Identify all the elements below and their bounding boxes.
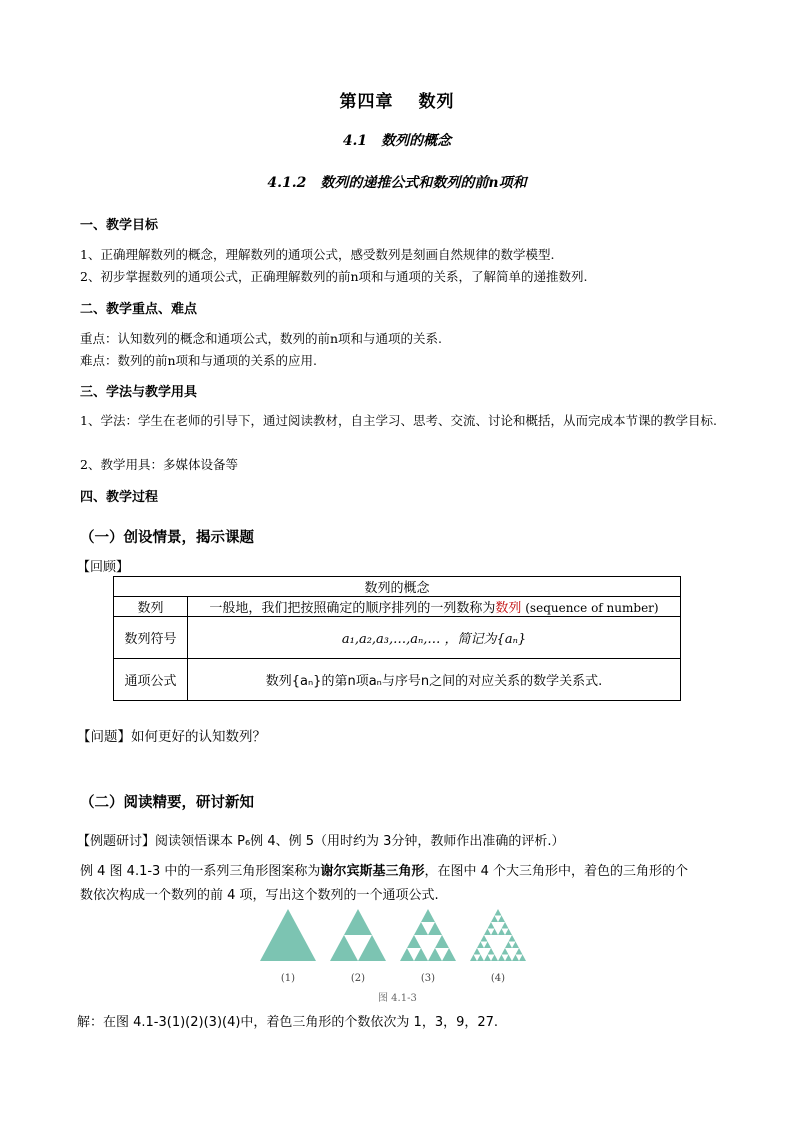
goals-heading: 一、教学目标 xyxy=(80,218,159,233)
shaded-triangle xyxy=(330,935,358,961)
figure-label: (2) xyxy=(350,973,366,984)
row-label: 数列符号 xyxy=(114,617,188,659)
shaded-triangle xyxy=(509,935,516,942)
shaded-triangle xyxy=(505,955,512,962)
shaded-triangle xyxy=(498,929,505,936)
goal-item-2: 2、初步掌握数列的通项公式，正确理解数列的前n项和与通项的关系，了解简单的递推数列. xyxy=(80,269,588,284)
shaded-triangle xyxy=(442,948,456,961)
question-text: 【问题】如何更好的认知数列？ xyxy=(77,729,266,745)
shaded-triangle xyxy=(491,955,498,962)
section-title: 4.1 数列的概念 xyxy=(342,133,452,149)
teaching-tools: 2、教学用具：多媒体设备等 xyxy=(80,457,238,472)
sierpinski-term: 谢尔宾斯基三角形 xyxy=(320,864,425,879)
shaded-triangle xyxy=(491,916,498,923)
shaded-triangle xyxy=(344,909,372,935)
study-method: 1、学法：学生在老师的引导下，通过阅读教材，自主学习、思考、交流、讨论和概括，从而完成本节课的教学目标. xyxy=(80,413,717,428)
shaded-triangle xyxy=(498,955,505,962)
shaded-triangle xyxy=(495,909,502,916)
shaded-triangle xyxy=(512,942,519,949)
shaded-triangle xyxy=(407,935,421,948)
shaded-triangle xyxy=(477,942,484,949)
shaded-triangle xyxy=(428,948,442,961)
figure-label: (4) xyxy=(490,973,506,984)
table-row xyxy=(114,617,681,659)
shaded-triangle xyxy=(414,922,428,935)
shaded-triangle xyxy=(484,955,491,962)
example4-line2: 数依次构成一个数列的前 4 项，写出这个数列的一个通项公式. xyxy=(80,888,439,903)
shaded-triangle xyxy=(470,955,477,962)
figure-label: (1) xyxy=(280,973,296,984)
shaded-triangle xyxy=(400,948,414,961)
goal-item-1: 1、正确理解数列的概念，理解数列的通项公式，感受数列是刻画自然规律的数学模型. xyxy=(80,247,555,262)
figure-caption: 图 4.1-3 xyxy=(378,993,417,1004)
shaded-triangle xyxy=(414,948,428,961)
row-content: 一般地，我们把按照确定的顺序排列的一列数称为数列 (sequence of number) xyxy=(188,597,681,617)
methods-heading: 三、学法与教学用具 xyxy=(80,385,198,400)
shaded-triangle xyxy=(477,955,484,962)
shaded-triangle xyxy=(488,922,495,929)
review-label: 【回顾】 xyxy=(77,560,130,575)
figure-label: (3) xyxy=(420,973,436,984)
example-intro: 【例题研讨】阅读领悟课本 P₆例 4、例 5（用时约为 3分钟，教师作出准确的评析.） xyxy=(77,834,565,849)
shaded-triangle xyxy=(484,929,491,936)
shaded-triangle xyxy=(428,922,442,935)
row-label: 通项公式 xyxy=(114,659,188,701)
key-point: 重点：认知数列的概念和通项公式，数列的前n项和与通项的关系. xyxy=(80,331,443,346)
shaded-triangle xyxy=(421,909,435,922)
highlight-term: 数列 xyxy=(495,601,522,616)
shaded-triangle xyxy=(435,935,449,948)
shaded-triangle xyxy=(502,948,509,955)
review-table xyxy=(113,576,681,701)
row-content: 数列{aₙ}的第n项aₙ与序号n之间的对应关系的数学关系式. xyxy=(188,659,681,701)
shaded-triangle xyxy=(488,948,495,955)
shaded-triangle xyxy=(484,942,491,949)
example4-line1: 例 4 图 4.1-3 中的一系列三角形图案称为谢尔宾斯基三角形，在图中 4 个大三角形中，着色的三角形的个 xyxy=(80,864,688,879)
table-row xyxy=(114,597,681,617)
table-row xyxy=(114,659,681,701)
process-heading: 四、教学过程 xyxy=(80,490,159,505)
shaded-triangle xyxy=(491,929,498,936)
shaded-triangle xyxy=(512,955,519,962)
chapter-title: 第四章 数列 xyxy=(339,92,455,112)
part1-heading: （一）创设情景，揭示课题 xyxy=(80,529,254,546)
shaded-triangle xyxy=(358,935,386,961)
shaded-triangle xyxy=(260,909,316,961)
shaded-triangle xyxy=(505,929,512,936)
difficult-point: 难点：数列的前n项和与通项的关系的应用. xyxy=(80,353,318,368)
row-content: a₁,a₂,a₃,…,aₙ,… ，简记为{aₙ} xyxy=(188,617,681,659)
row-label: 数列 xyxy=(114,597,188,617)
shaded-triangle xyxy=(474,948,481,955)
solution-text: 解：在图 4.1-3(1)(2)(3)(4)中，着色三角形的个数依次为 1，3，9，27. xyxy=(77,1015,499,1030)
shaded-triangle xyxy=(502,922,509,929)
subsection-title: 4.1.2 数列的递推公式和数列的前n项和 xyxy=(267,175,527,191)
shaded-triangle xyxy=(505,942,512,949)
shaded-triangle xyxy=(481,935,488,942)
table-title: 数列的概念 xyxy=(114,577,681,597)
shaded-triangle xyxy=(498,916,505,923)
shaded-triangle xyxy=(516,948,523,955)
part2-heading: （二）阅读精要，研讨新知 xyxy=(80,794,254,811)
keypoints-heading: 二、教学重点、难点 xyxy=(80,302,198,317)
shaded-triangle xyxy=(519,955,526,962)
